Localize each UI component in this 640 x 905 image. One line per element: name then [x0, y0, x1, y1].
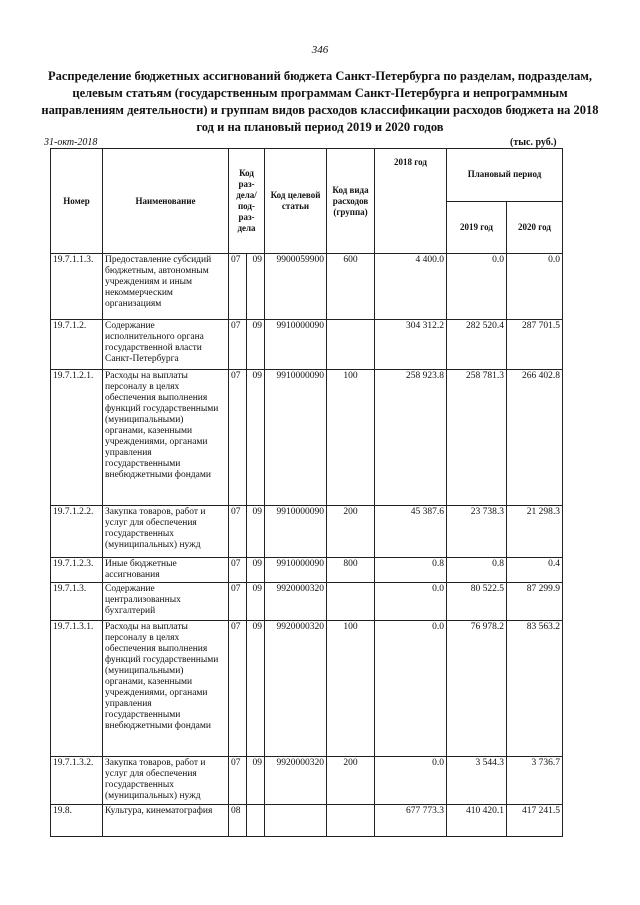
row-expense-type	[327, 583, 375, 621]
row-target-code: 9920000320	[265, 583, 327, 621]
row-amount-2020: 266 402.8	[507, 370, 563, 506]
row-target-code: 9900059900	[265, 254, 327, 320]
row-amount-2018: 0.0	[375, 583, 447, 621]
row-name: Содержание централизованных бухгалтерий	[103, 583, 229, 621]
row-number: 19.7.1.2.2.	[51, 506, 103, 558]
table-row	[51, 254, 563, 320]
page-number: 346	[311, 44, 329, 56]
row-section: 07	[229, 370, 247, 506]
row-section: 07	[229, 320, 247, 370]
header-target: Код целевой статьи	[265, 149, 327, 254]
row-target-code	[265, 805, 327, 837]
header-section: Код раз-дела/ под-раз-дела	[229, 149, 265, 254]
header-name: Наименование	[103, 149, 229, 254]
row-amount-2020: 3 736.7	[507, 757, 563, 805]
row-name: Закупка товаров, работ и услуг для обеспечения государственных (муниципальных) нужд	[103, 757, 229, 805]
row-expense-type: 200	[327, 506, 375, 558]
row-number: 19.8.	[51, 805, 103, 837]
row-number: 19.7.1.3.1.	[51, 621, 103, 757]
row-section: 07	[229, 506, 247, 558]
row-name: Предоставление субсидий бюджетным, автономным учреждениям и иным некоммерческим организациям	[103, 254, 229, 320]
table-row	[51, 320, 563, 370]
row-section: 07	[229, 621, 247, 757]
row-amount-2019: 76 978.2	[447, 621, 507, 757]
row-section: 07	[229, 583, 247, 621]
row-amount-2018: 304 312.2	[375, 320, 447, 370]
document-date: 31-окт-2018	[44, 137, 98, 148]
header-plan-period: Плановый период	[447, 149, 563, 202]
row-name: Расходы на выплаты персоналу в целях обеспечения выполнения функций государственными (муниципальными) органами, казенными учреждениями, органами управления государственными внебюджетными фондами	[103, 370, 229, 506]
units-label: (тыс. руб.)	[510, 137, 557, 148]
row-name: Закупка товаров, работ и услуг для обеспечения государственных (муниципальных) нужд	[103, 506, 229, 558]
table-row	[51, 583, 563, 621]
row-name: Расходы на выплаты персоналу в целях обеспечения выполнения функций государственными (муниципальными) органами, казенными учреждениями, органами управления государственными внебюджетными фондами	[103, 621, 229, 757]
row-target-code: 9920000320	[265, 621, 327, 757]
row-subsection: 09	[247, 506, 265, 558]
row-amount-2020: 417 241.5	[507, 805, 563, 837]
table-row	[51, 506, 563, 558]
table-row	[51, 757, 563, 805]
row-expense-type: 200	[327, 757, 375, 805]
row-amount-2020: 287 701.5	[507, 320, 563, 370]
row-target-code: 9920000320	[265, 757, 327, 805]
row-subsection: 09	[247, 757, 265, 805]
row-amount-2018: 4 400.0	[375, 254, 447, 320]
row-amount-2019: 80 522.5	[447, 583, 507, 621]
header-type: Код вида расходов (группа)	[327, 149, 375, 254]
row-expense-type	[327, 805, 375, 837]
row-subsection: 09	[247, 621, 265, 757]
row-number: 19.7.1.3.2.	[51, 757, 103, 805]
row-name: Иные бюджетные ассигнования	[103, 558, 229, 583]
row-section: 07	[229, 757, 247, 805]
row-amount-2019: 23 738.3	[447, 506, 507, 558]
row-number: 19.7.1.2.3.	[51, 558, 103, 583]
row-expense-type: 100	[327, 621, 375, 757]
header-number: Номер	[51, 149, 103, 254]
row-amount-2018: 0.0	[375, 621, 447, 757]
row-expense-type: 100	[327, 370, 375, 506]
row-section: 07	[229, 558, 247, 583]
row-subsection: 09	[247, 583, 265, 621]
budget-table	[50, 148, 563, 837]
row-subsection: 09	[247, 320, 265, 370]
row-amount-2019: 0.8	[447, 558, 507, 583]
table-row	[51, 558, 563, 583]
row-amount-2020: 21 298.3	[507, 506, 563, 558]
row-amount-2019: 258 781.3	[447, 370, 507, 506]
row-target-code: 9910000090	[265, 558, 327, 583]
document-title: Распределение бюджетных ассигнований бюджета Санкт-Петербурга по разделам, подразделам, целевым статьям (государственным программам Санкт-Петербурга и непрограммным направлениям деятельности) и группам видов расходов классификации расходов бюджета на 2018 год и на плановый период 2019 и 2020 годов	[41, 69, 599, 134]
row-amount-2018: 677 773.3	[375, 805, 447, 837]
row-amount-2019: 3 544.3	[447, 757, 507, 805]
row-amount-2018: 0.0	[375, 757, 447, 805]
row-number: 19.7.1.2.1.	[51, 370, 103, 506]
row-subsection: 09	[247, 370, 265, 506]
row-number: 19.7.1.3.	[51, 583, 103, 621]
row-amount-2018: 258 923.8	[375, 370, 447, 506]
row-expense-type: 600	[327, 254, 375, 320]
row-section: 07	[229, 254, 247, 320]
row-name: Содержание исполнительного органа государственной власти Санкт-Петербурга	[103, 320, 229, 370]
table-row	[51, 805, 563, 837]
row-target-code: 9910000090	[265, 370, 327, 506]
row-name: Культура, кинематография	[103, 805, 229, 837]
row-amount-2019: 282 520.4	[447, 320, 507, 370]
header-2020: 2020 год	[507, 201, 563, 254]
row-amount-2019: 410 420.1	[447, 805, 507, 837]
table-row	[51, 621, 563, 757]
row-amount-2020: 0.0	[507, 254, 563, 320]
row-expense-type	[327, 320, 375, 370]
row-amount-2020: 87 299.9	[507, 583, 563, 621]
row-amount-2020: 0.4	[507, 558, 563, 583]
table-row	[51, 370, 563, 506]
header-2018: 2018 год	[375, 149, 447, 254]
row-section: 08	[229, 805, 247, 837]
row-subsection: 09	[247, 254, 265, 320]
row-number: 19.7.1.2.	[51, 320, 103, 370]
row-subsection: 09	[247, 558, 265, 583]
row-amount-2018: 0.8	[375, 558, 447, 583]
row-number: 19.7.1.1.3.	[51, 254, 103, 320]
row-target-code: 9910000090	[265, 506, 327, 558]
row-target-code: 9910000090	[265, 320, 327, 370]
row-amount-2018: 45 387.6	[375, 506, 447, 558]
row-subsection	[247, 805, 265, 837]
row-amount-2019: 0.0	[447, 254, 507, 320]
row-expense-type: 800	[327, 558, 375, 583]
row-amount-2020: 83 563.2	[507, 621, 563, 757]
header-2019: 2019 год	[447, 201, 507, 254]
